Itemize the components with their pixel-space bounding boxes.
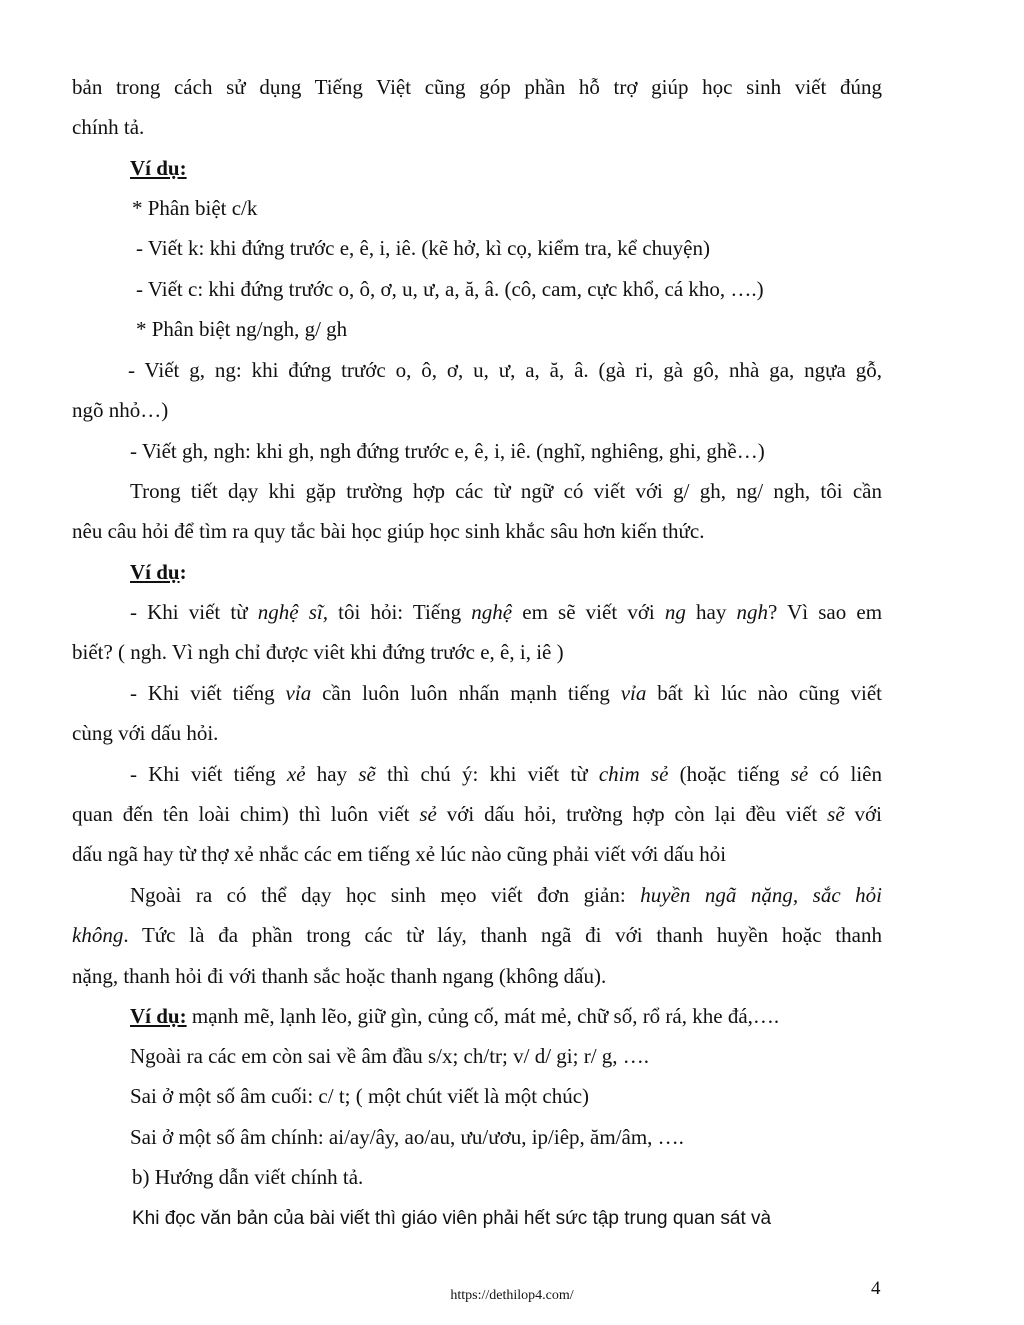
text-line: - Khi viết tiếng xẻ hay sẽ thì chú ý: khi viết từ chim sẻ (hoặc tiếng sẻ có liên — [130, 762, 882, 786]
text-line: Ngoài ra có thể dạy học sinh mẹo viết đơn giản: huyền ngã nặng, sắc hỏi — [130, 883, 882, 907]
text-line: - Khi viết từ nghệ sĩ, tôi hỏi: Tiếng nghệ em sẽ viết với ng hay ngh? Vì sao em — [130, 600, 883, 624]
text-line: - Viết g, ng: khi đứng trước o, ô, ơ, u, ư, a, ă, â. (gà ri, gà gô, nhà ga, ngựa gỗ, — [128, 358, 882, 382]
text-line: Trong tiết dạy khi gặp trường hợp các từ ngữ có viết với g/ gh, ng/ ngh, tôi cần — [130, 479, 882, 503]
text-line: bản trong cách sử dụng Tiếng Việt cũng góp phần hỗ trợ giúp học sinh viết đúng — [72, 75, 882, 99]
page-number: 4 — [871, 1278, 881, 1299]
text-line: Sai ở một số âm chính: ai/ay/ây, ao/au, ưu/ươu, ip/iêp, ăm/âm, …. — [130, 1125, 684, 1149]
text-line: * Phân biệt ng/ngh, g/ gh — [136, 317, 348, 341]
footer-link[interactable]: https://dethilop4.com/ — [450, 1288, 574, 1303]
text-line: - Khi viết tiếng vỉa cần luôn luôn nhấn mạnh tiếng vỉa bất kì lúc nào cũng viết — [130, 681, 882, 705]
example-colon: : — [179, 560, 187, 584]
text-line: dấu ngã hay từ thợ xẻ nhắc các em tiếng xẻ lúc nào cũng phải viết với dấu hỏi — [72, 842, 727, 866]
text-line: * Phân biệt c/k — [132, 196, 258, 220]
example-label: Ví dụ: — [130, 156, 187, 180]
text-line: chính tả. — [72, 115, 145, 139]
text-line: ngõ nhỏ…) — [72, 398, 169, 422]
text-line: - Viết k: khi đứng trước e, ê, i, iê. (kẽ hở, kì cọ, kiểm tra, kể chuyện) — [136, 236, 710, 260]
text-line: cùng với dấu hỏi. — [72, 721, 219, 745]
text-line: Sai ở một số âm cuối: c/ t; ( một chút viết là một chúc) — [130, 1084, 590, 1108]
text-line: nặng, thanh hỏi đi với thanh sắc hoặc thanh ngang (không dấu). — [72, 964, 607, 988]
text-line: - Viết c: khi đứng trước o, ô, ơ, u, ư, a, ă, â. (cô, cam, cực khổ, cá kho, ….) — [136, 277, 764, 301]
text-line: nêu câu hỏi để tìm ra quy tắc bài học giúp học sinh khắc sâu hơn kiến thức. — [72, 519, 705, 543]
text-line: Ngoài ra các em còn sai về âm đầu s/x; ch/tr; v/ d/ gi; r/ g, …. — [130, 1044, 650, 1068]
text-line: - Viết gh, ngh: khi gh, ngh đứng trước e, ê, i, iê. (nghĩ, nghiêng, ghi, ghề…) — [130, 439, 765, 463]
text-line: biết? ( ngh. Vì ngh chỉ được viêt khi đứng trước e, ê, i, iê ) — [72, 640, 564, 664]
example-heading — [130, 153, 187, 183]
example-heading — [130, 557, 187, 587]
text-line: quan đến tên loài chim) thì luôn viết sẻ với dấu hỏi, trường hợp còn lại đều viết sẽ với — [72, 802, 882, 826]
text-line: không. Tức là đa phần trong các từ láy, thanh ngã đi với thanh huyền hoặc thanh — [72, 923, 882, 947]
text-line: Ví dụ: mạnh mẽ, lạnh lẽo, giữ gìn, củng cố, mát mẻ, chữ số, rổ rá, khe đá,…. — [130, 1004, 780, 1028]
section-heading: b) Hướng dẫn viết chính tả. — [132, 1165, 364, 1189]
example-label: Ví dụ: — [130, 1004, 187, 1028]
example-label: Ví dụ — [130, 560, 180, 584]
text-line: Khi đọc văn bản của bài viết thì giáo viên phải hết sức tập trung quan sát và — [132, 1208, 772, 1229]
